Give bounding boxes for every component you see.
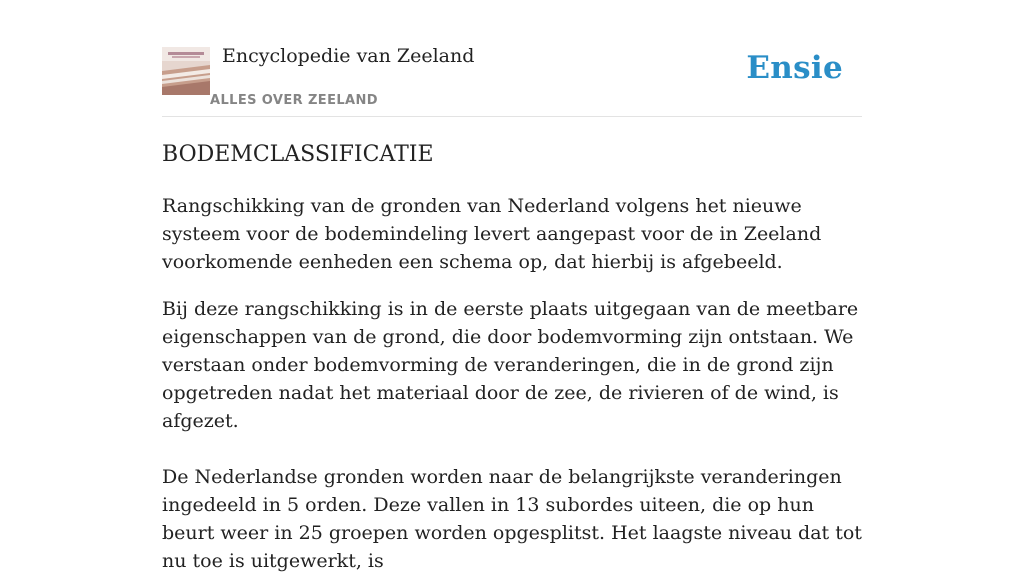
article-paragraph: Bij deze rangschikking is in de eerste plaats uitgegaan van de meetbare eigenschappen van de grond, die door bodemvorming zijn ontstaan. We verstaan onder bodemvorming de veranderingen, die in de grond zijn opgetreden nadat het materiaal door de zee, de rivieren of de wind, is afgezet. bbox=[162, 298, 859, 432]
article-title: BODEMCLASSIFICATIE bbox=[162, 142, 434, 167]
article bbox=[162, 140, 862, 575]
book-avatar-icon[interactable] bbox=[162, 47, 210, 95]
article-paragraph: Rangschikking van de gronden van Nederland volgens het nieuwe systeem voor de bodemindeling levert aangepast voor de in Zeeland voorkomende eenheden een schema op, dat hierbij is afgebeeld. bbox=[162, 195, 822, 273]
site-title[interactable]: Encyclopedie van Zeeland bbox=[222, 45, 475, 67]
site-header bbox=[162, 0, 862, 117]
site-subtitle: ALLES OVER ZEELAND bbox=[210, 93, 378, 108]
article-paragraph: De Nederlandse gronden worden naar de belangrijkste veranderingen ingedeeld in 5 orden. Deze vallen in 13 subordes uiteen, die op hun beurt weer in 25 groepen worden opgesplitst. Het laagste niveau dat tot nu toe is uitgewerkt, is bbox=[162, 466, 862, 572]
ensie-logo[interactable]: Ensie bbox=[746, 50, 843, 86]
